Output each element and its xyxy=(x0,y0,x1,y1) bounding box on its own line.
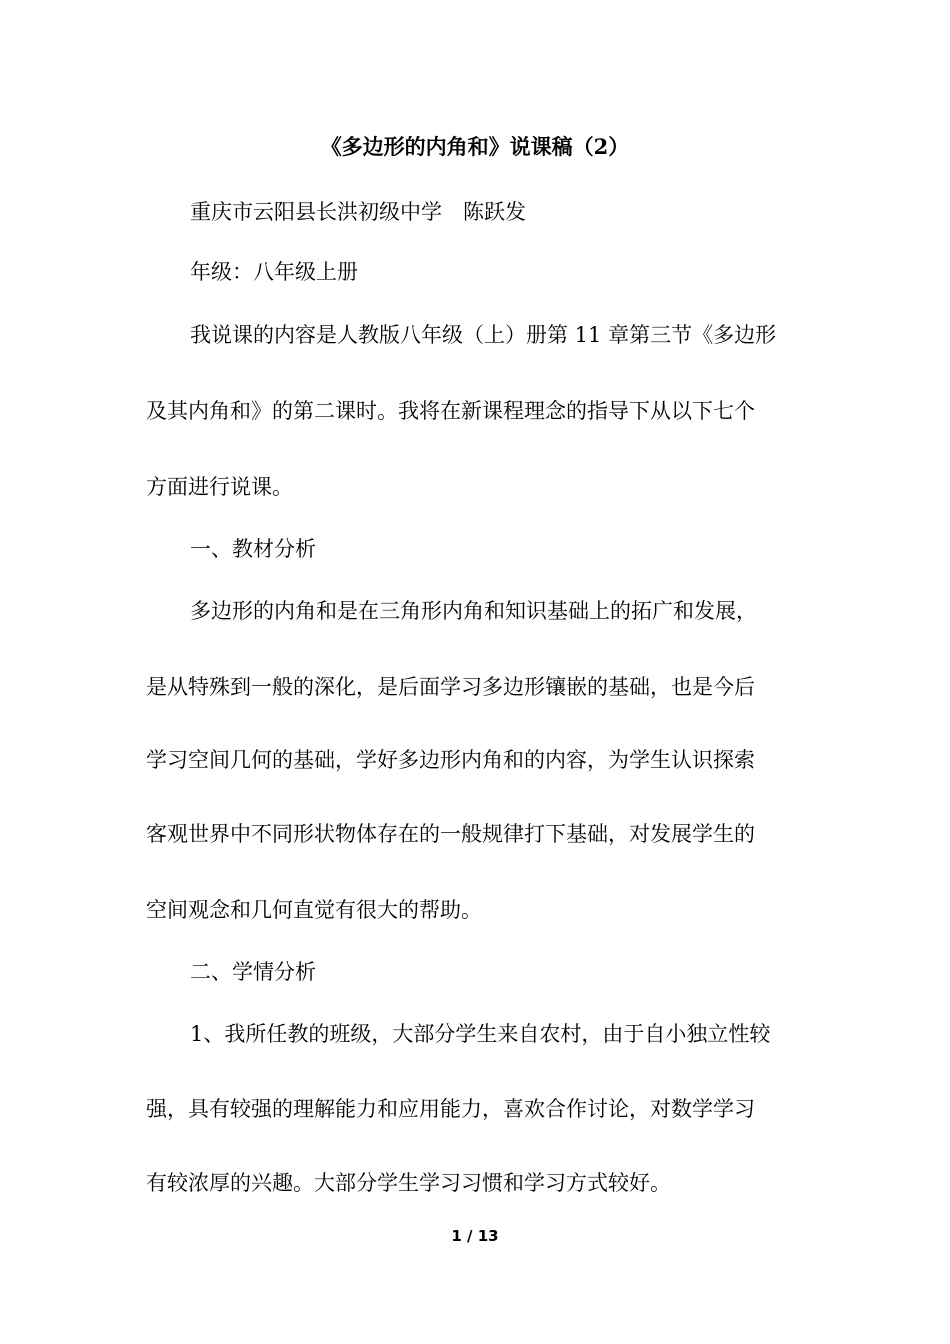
paragraph-line: 方面进行说课。 xyxy=(146,475,293,499)
section-heading: 二、学情分析 xyxy=(190,960,316,984)
page-number: 1 / 13 xyxy=(451,1227,499,1245)
document-title: 《多边形的内角和》说课稿（2） xyxy=(320,134,630,159)
grade-line: 年级：八年级上册 xyxy=(190,260,358,284)
author-line: 重庆市云阳县长洪初级中学 陈跃发 xyxy=(190,200,526,224)
paragraph-line: 有较浓厚的兴趣。大部分学生学习习惯和学习方式较好。 xyxy=(146,1171,671,1195)
paragraph-line: 及其内角和》的第二课时。我将在新课程理念的指导下从以下七个 xyxy=(146,399,755,423)
paragraph-line: 我说课的内容是人教版八年级（上）册第 11 章第三节《多边形 xyxy=(190,323,777,347)
paragraph-line: 学习空间几何的基础，学好多边形内角和的内容，为学生认识探索 xyxy=(146,748,755,772)
paragraph-line: 空间观念和几何直觉有很大的帮助。 xyxy=(146,898,482,922)
section-heading: 一、教材分析 xyxy=(190,537,316,561)
paragraph-line: 1、我所任教的班级，大部分学生来自农村，由于自小独立性较 xyxy=(190,1022,771,1046)
paragraph-line: 强，具有较强的理解能力和应用能力，喜欢合作讨论，对数学学习 xyxy=(146,1097,755,1121)
paragraph-line: 是从特殊到一般的深化，是后面学习多边形镶嵌的基础，也是今后 xyxy=(146,675,755,699)
paragraph-line: 客观世界中不同形状物体存在的一般规律打下基础，对发展学生的 xyxy=(146,822,755,846)
paragraph-line: 多边形的内角和是在三角形内角和知识基础上的拓广和发展， xyxy=(190,599,757,623)
